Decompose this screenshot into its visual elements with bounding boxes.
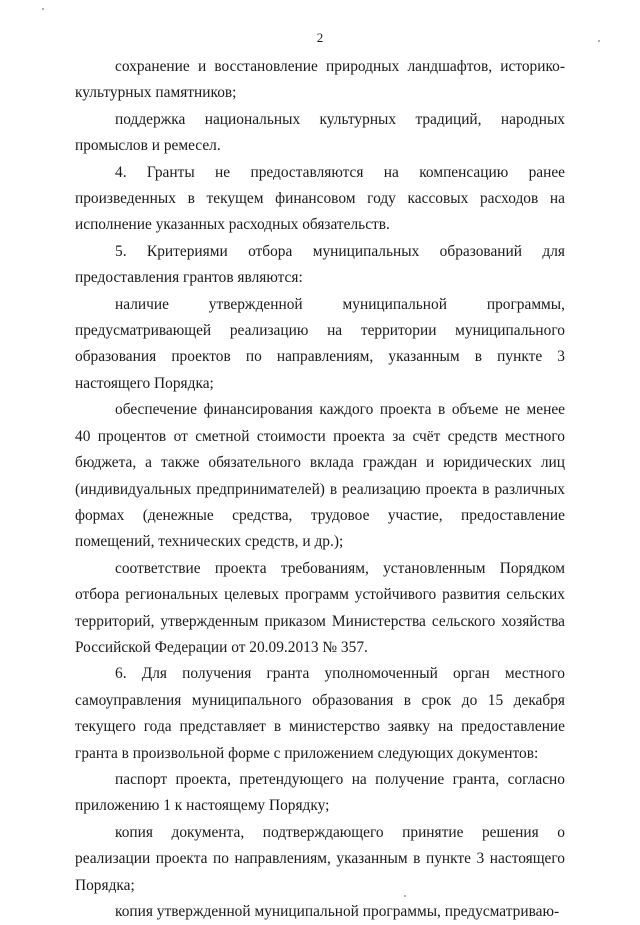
paragraph: поддержка национальных культурных традиций, народных промыслов и ремесел. bbox=[75, 110, 565, 155]
document-body bbox=[75, 54, 565, 925]
paragraph: 4. Гранты не предоставляются на компенсацию ранее произведенных в текущем финансовом году кассовых расходов на исполнение указанных расходных обязательств. bbox=[75, 163, 565, 234]
paragraph: копия утвержденной муниципальной программы, предусматриваю- bbox=[115, 903, 560, 920]
paragraph: обеспечение финансирования каждого проекта в объеме не менее 40 процентов от сметной стоимости проекта за счёт средств местного бюджета, а также обязательного вклада граждан и юридических лиц (индивидуальных предпринимателей) в реализацию проекта в различных формах (денежные средства, трудовое участие, предоставление помещений, технических средств, и др.); bbox=[75, 401, 565, 551]
paragraph: наличие утвержденной муниципальной программы, предусматривающей реализацию на территории муниципального образования проектов по направлениям, указанным в пункте 3 настоящего Порядка; bbox=[75, 295, 565, 392]
paragraph: паспорт проекта, претендующего на получение гранта, согласно приложению 1 к настоящему Порядку; bbox=[75, 770, 565, 815]
page-number: 2 bbox=[316, 30, 324, 45]
paragraph: 6. Для получения гранта уполномоченный орган местного самоуправления муниципального образования в срок до 15 декабря текущего года представляет в министерство заявку на предоставление гранта в произвольной форме с приложением следующих документов: bbox=[75, 665, 565, 762]
scan-speck bbox=[42, 8, 44, 10]
scan-speck bbox=[598, 40, 600, 42]
paragraph: сохранение и восстановление природных ландшафтов, историко-культурных памятников; bbox=[75, 58, 565, 102]
scan-speck bbox=[404, 895, 406, 897]
paragraph: 5. Критериями отбора муниципальных образований для предоставления грантов являются: bbox=[75, 242, 565, 287]
paragraph: соответствие проекта требованиям, установленным Порядком отбора региональных целевых программ устойчивого развития сельских территорий, утвержденным приказом Министерства сельского хозяйства Российской Федерации от 20.09.2013 № 357. bbox=[75, 559, 565, 656]
paragraph: копия документа, подтверждающего принятие решения о реализации проекта по направлениям, указанным в пункте 3 настоящего Порядка; bbox=[75, 823, 565, 894]
